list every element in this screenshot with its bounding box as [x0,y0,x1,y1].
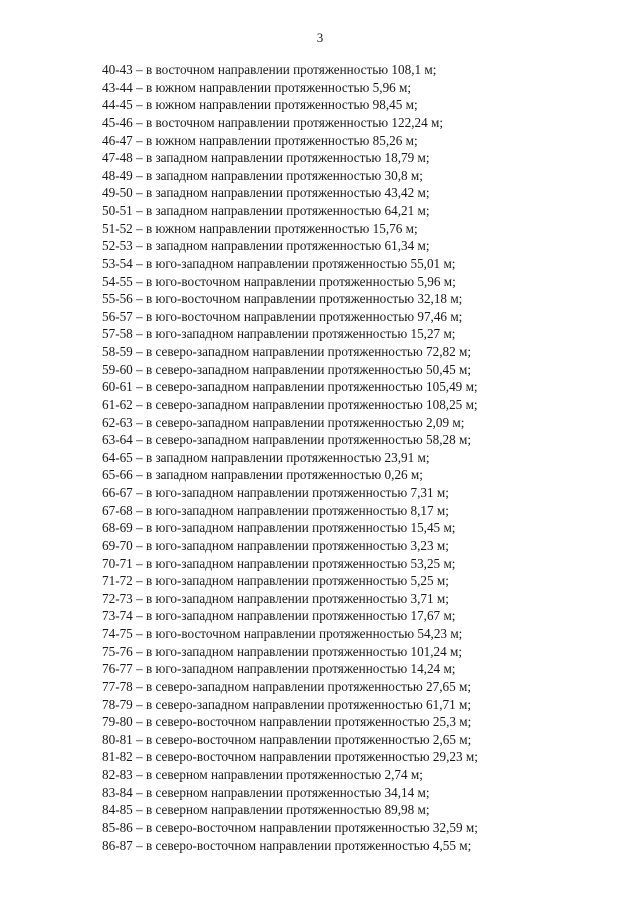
boundary-segment-line: 40-43 – в восточном направлении протяженностью 108,1 м; [102,62,437,77]
boundary-segment-line: 62-63 – в северо-западном направлении протяженностью 2,09 м; [102,414,465,430]
boundary-segment-line: 71-72 – в юго-западном направлении протяженностью 5,25 м; [102,573,449,589]
boundary-segment-line: 68-69 – в юго-западном направлении протяженностью 15,45 м; [102,520,456,536]
boundary-segment-line: 74-75 – в юго-восточном направлении протяженностью 54,23 м; [102,626,463,641]
boundary-segment-line: 58-59 – в северо-западном направлении протяженностью 72,82 м; [102,344,471,359]
boundary-segment-line: 65-66 – в западном направлении протяженностью 0,26 м; [102,467,423,483]
boundary-segment-line: 69-70 – в юго-западном направлении протяженностью 3,23 м; [102,537,449,553]
boundary-segment-line: 77-78 – в северо-западном направлении протяженностью 27,65 м; [102,678,471,694]
boundary-segment-line: 76-77 – в юго-западном направлении протяженностью 14,24 м; [102,661,456,677]
boundary-segment-line: 47-48 – в западном направлении протяженностью 18,79 м; [102,150,430,166]
boundary-segment-line: 86-87 – в северо-восточном направлении протяженностью 4,55 м; [102,837,472,853]
boundary-segment-line: 54-55 – в юго-восточном направлении протяженностью 5,96 м; [102,273,456,289]
boundary-segment-line: 72-73 – в юго-западном направлении протяженностью 3,71 м; [102,590,449,606]
boundary-segment-line: 55-56 – в юго-восточном направлении протяженностью 32,18 м; [102,291,463,307]
boundary-segment-line: 84-85 – в северном направлении протяженностью 89,98 м; [102,802,430,818]
boundary-segment-line: 80-81 – в северо-восточном направлении протяженностью 2,65 м; [102,731,472,747]
boundary-segment-line: 53-54 – в юго-западном направлении протяженностью 55,01 м; [102,255,456,271]
boundary-segment-line: 45-46 – в восточном направлении протяженностью 122,24 м; [102,114,444,130]
boundary-segment-line: 78-79 – в северо-западном направлении протяженностью 61,71 м; [102,696,471,712]
boundary-segment-line: 63-64 – в северо-западном направлении протяженностью 58,28 м; [102,432,471,448]
boundary-segment-line: 44-45 – в южном направлении протяженностью 98,45 м; [102,97,418,113]
boundary-segment-line: 43-44 – в южном направлении протяженностью 5,96 м; [102,79,412,95]
boundary-segment-line: 57-58 – в юго-западном направлении протяженностью 15,27 м; [102,326,456,342]
boundary-segment-line: 75-76 – в юго-западном направлении протяженностью 101,24 м; [102,643,463,659]
page-number: 3 [316,30,324,45]
boundary-segment-line: 64-65 – в западном направлении протяженностью 23,91 м; [102,449,430,465]
boundary-segment-line: 48-49 – в западном направлении протяженностью 30,8 м; [102,167,423,183]
boundary-segment-line: 67-68 – в юго-западном направлении протяженностью 8,17 м; [102,502,449,518]
boundary-segment-line: 56-57 – в юго-восточном направлении протяженностью 97,46 м; [102,308,463,324]
boundary-segment-line: 66-67 – в юго-западном направлении протяженностью 7,31 м; [102,485,449,500]
boundary-segment-line: 50-51 – в западном направлении протяженностью 64,21 м; [102,203,430,218]
boundary-segment-line: 49-50 – в западном направлении протяженностью 43,42 м; [102,185,430,201]
boundary-segment-line: 85-86 – в северо-восточном направлении протяженностью 32,59 м; [102,819,478,835]
boundary-segment-line: 73-74 – в юго-западном направлении протяженностью 17,67 м; [102,608,456,624]
boundary-segment-line: 46-47 – в южном направлении протяженностью 85,26 м; [102,132,418,148]
boundary-segment-line: 51-52 – в южном направлении протяженностью 15,76 м; [102,220,418,236]
boundary-segment-line: 59-60 – в северо-западном направлении протяженностью 50,45 м; [102,361,471,377]
boundary-segment-line: 81-82 – в северо-восточном направлении протяженностью 29,23 м; [102,749,478,765]
boundary-segment-line: 79-80 – в северо-восточном направлении протяженностью 25,3 м; [102,714,472,730]
boundary-segment-line: 61-62 – в северо-западном направлении протяженностью 108,25 м; [102,396,478,412]
boundary-segment-line: 52-53 – в западном направлении протяженностью 61,34 м; [102,238,430,254]
boundary-segment-line: 83-84 – в северном направлении протяженностью 34,14 м; [102,784,430,800]
boundary-segment-list [102,61,602,854]
boundary-segment-line: 60-61 – в северо-западном направлении протяженностью 105,49 м; [102,379,478,395]
boundary-segment-line: 82-83 – в северном направлении протяженностью 2,74 м; [102,767,423,782]
boundary-segment-line: 70-71 – в юго-западном направлении протяженностью 53,25 м; [102,555,456,571]
